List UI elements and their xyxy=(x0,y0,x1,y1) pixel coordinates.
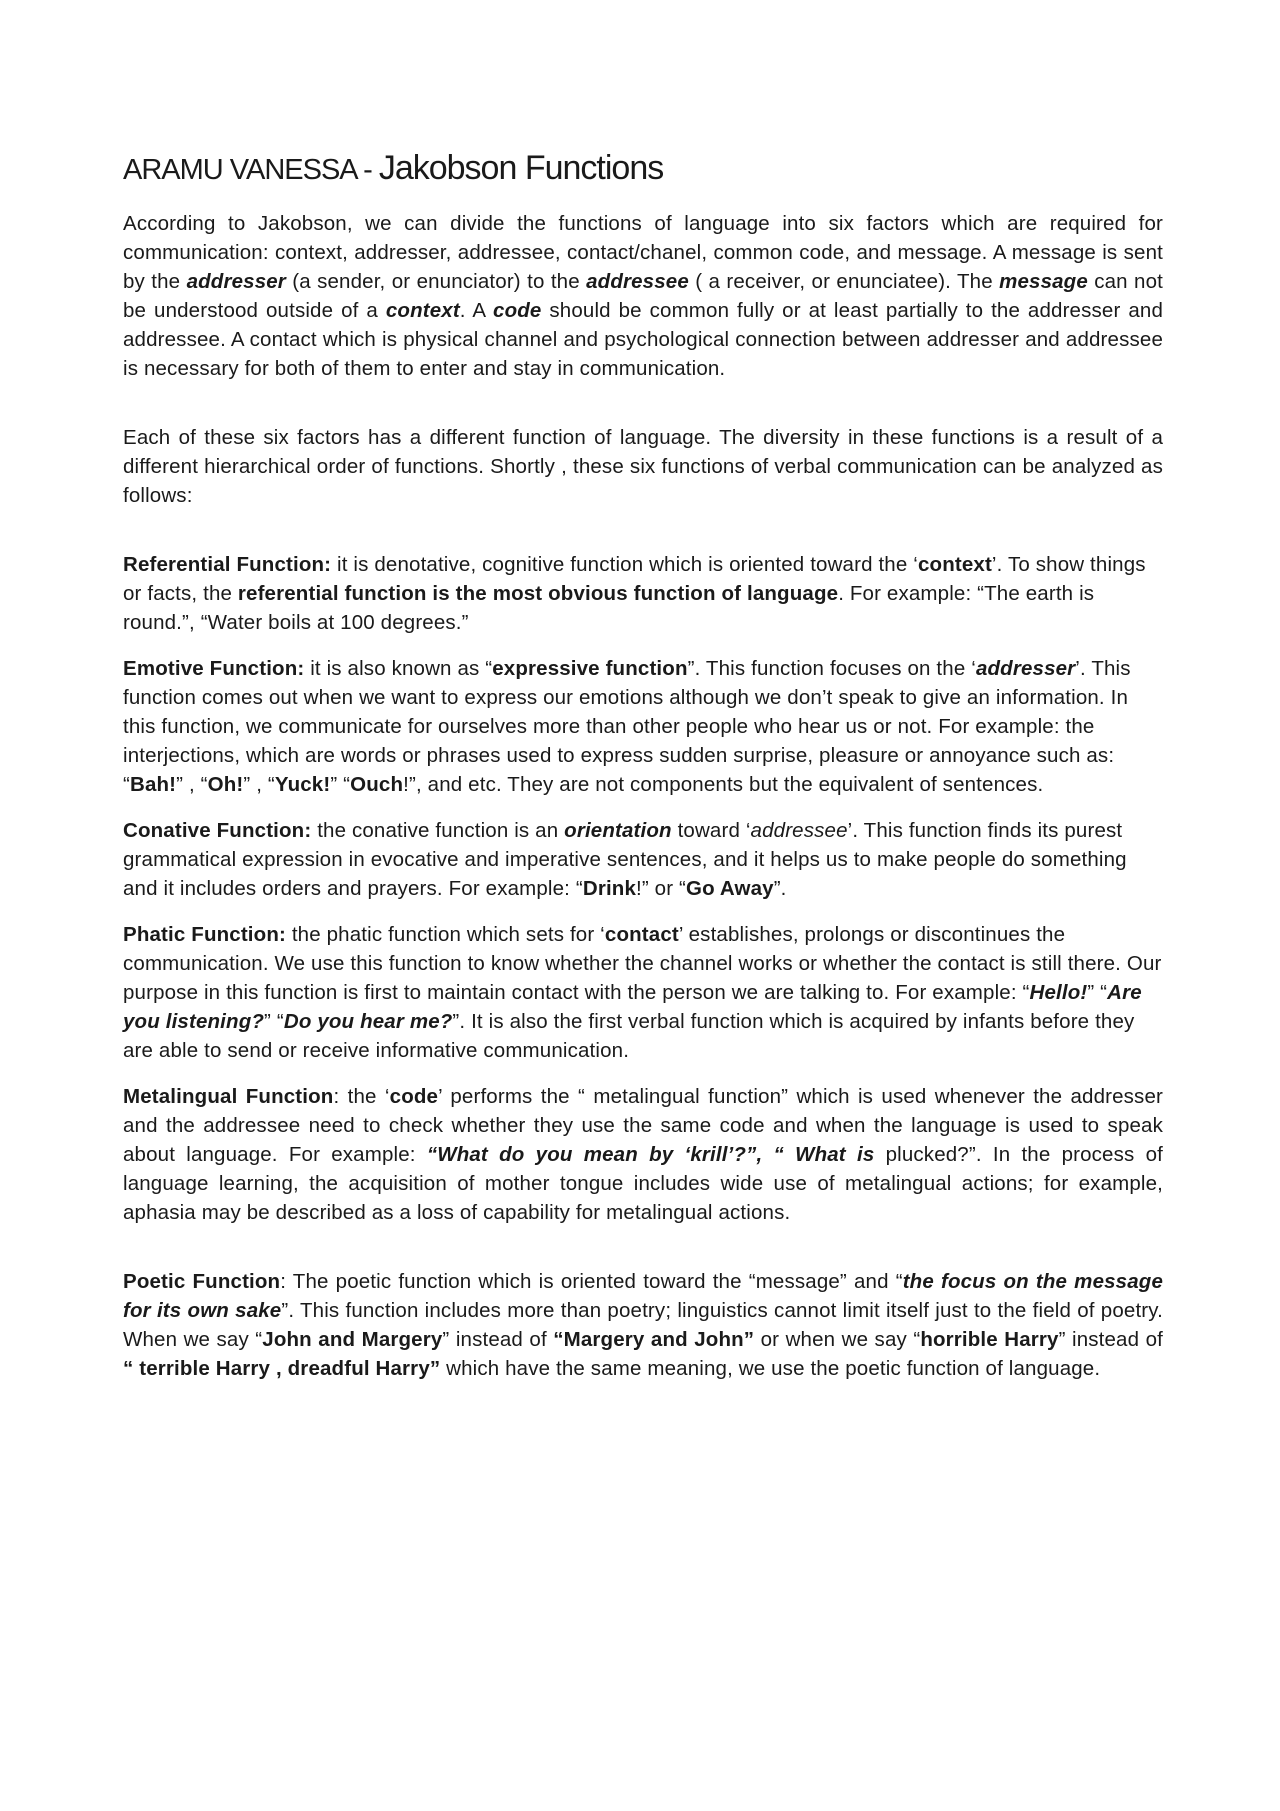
title-separator: - xyxy=(356,154,379,186)
text-run: Bah! xyxy=(129,773,177,797)
text-run: ’. This function finds its purest grammatical expression in evocative and imperative sentences, and it helps us to make people do something and it includes orders and prayers. For example: “ xyxy=(123,819,1127,901)
text-run: ”. It is also the first verbal function which is acquired by infants before they are able to send or receive informative communication. xyxy=(123,1010,1135,1063)
text-run: Metalingual Function xyxy=(123,1085,334,1109)
text-run: ” “ xyxy=(1087,981,1108,1005)
text-run: it is denotative, cognitive function which is oriented toward the ‘ xyxy=(331,553,918,577)
text-run: referential function is the most obvious function of language xyxy=(237,582,839,606)
text-run: addresser xyxy=(975,657,1076,681)
text-run: context xyxy=(917,553,992,577)
text-run: Oh! xyxy=(207,773,244,797)
text-run: horrible Harry xyxy=(920,1328,1059,1352)
text-run: addresser xyxy=(186,270,286,294)
text-run: the focus on the message for its own sake xyxy=(123,1270,1163,1323)
text-run: ’. To show things or facts, the xyxy=(123,553,1146,606)
text-run: ” instead of xyxy=(1058,1328,1163,1352)
text-run: Referential Function: xyxy=(123,553,332,577)
text-run: Go Away xyxy=(686,877,774,901)
text-run: “ terrible Harry , dreadful Harry” xyxy=(123,1357,441,1381)
text-run: Do you hear me? xyxy=(283,1010,453,1034)
text-run: Are you listening? xyxy=(123,981,1142,1034)
text-run: ” “ xyxy=(264,1010,284,1034)
text-run: ”. xyxy=(773,877,787,901)
paragraph-emotive-function xyxy=(123,654,1163,799)
paragraph-factors xyxy=(123,423,1163,510)
text-run: ”. This function includes more than poetry; linguistics cannot limit itself just to the field of poetry. When we say “ xyxy=(123,1299,1163,1352)
text-run: the conative function is an xyxy=(311,819,565,843)
text-run: “What do you mean by ‘krill’?”, “ What is xyxy=(426,1143,875,1167)
text-run: code xyxy=(389,1085,439,1109)
text-run: !”, and etc. They are not components but the equivalent of sentences. xyxy=(403,773,1044,797)
text-run: contact xyxy=(604,923,679,947)
paragraph-poetic-function xyxy=(123,1267,1163,1383)
text-run: . For example: “The earth is round.”, “Water boils at 100 degrees.” xyxy=(123,582,1095,635)
text-run: Phatic Function: xyxy=(123,923,286,947)
text-run: which have the same meaning, we use the poetic function of language. xyxy=(440,1357,1101,1381)
text-run: ” instead of xyxy=(442,1328,554,1352)
paragraph-phatic-function xyxy=(123,920,1163,1065)
text-run: According to Jakobson, we can divide the functions of language into six factors which are required for communication: context, addresser, addressee, contact/chanel, common code, and message. A message is sent by the xyxy=(123,212,1163,294)
text-run: ” “ xyxy=(330,773,351,797)
title-author: ARAMU VANESSA xyxy=(123,154,357,186)
text-run: !” or “ xyxy=(636,877,687,901)
text-run: ” , “ xyxy=(243,773,275,797)
text-run: addressee xyxy=(750,819,848,843)
text-run: : the ‘ xyxy=(333,1085,390,1109)
text-run: Drink xyxy=(582,877,637,901)
text-run: ”. This function focuses on the ‘ xyxy=(687,657,976,681)
text-run: ’. This function comes out when we want to express our emotions although we don’t speak to give an information. In this function, we communicate for ourselves more than other people who hear us or not. For example: the interjections, which are words or phrases used to express sudden surprise, pleasure or annoyance such as: “ xyxy=(123,657,1131,797)
text-run: expressive function xyxy=(492,657,688,681)
text-run: the phatic function which sets for ‘ xyxy=(285,923,605,947)
document-title xyxy=(123,150,1163,187)
text-run: Conative Function: xyxy=(123,819,312,843)
text-run: ” , “ xyxy=(176,773,208,797)
text-run: or when we say “ xyxy=(754,1328,921,1352)
text-run: ( a receiver, or enunciatee). The xyxy=(688,270,1000,294)
text-run: Yuck! xyxy=(274,773,331,797)
text-run: Each of these six factors has a different function of language. The diversity in these functions is a result of a different hierarchical order of functions. Shortly , these six functions of verbal communication can be analyzed as follows: xyxy=(123,426,1163,508)
text-run: John and Margery xyxy=(262,1328,443,1352)
paragraph-metalingual-function xyxy=(123,1082,1163,1227)
text-run: (a sender, or enunciator) to the xyxy=(285,270,587,294)
text-run: toward ‘ xyxy=(671,819,751,843)
document-page xyxy=(123,150,1163,1383)
text-run: code xyxy=(493,299,542,323)
text-run: “Margery and John” xyxy=(553,1328,755,1352)
text-run: : The poetic function which is oriented toward the “message” and “ xyxy=(280,1270,903,1294)
text-run: it is also known as “ xyxy=(304,657,493,681)
text-run: Ouch xyxy=(350,773,404,797)
text-run: message xyxy=(999,270,1088,294)
text-run: addressee xyxy=(586,270,689,294)
text-run: ’ establishes, prolongs or discontinues the communication. We use this function to know whether the channel works or whether the contact is still there. Our purpose in this function is first to maintain contact with the person we are talking to. For example: “ xyxy=(123,923,1162,1005)
text-run: Poetic Function xyxy=(123,1270,281,1294)
text-run: orientation xyxy=(564,819,672,843)
text-run: ’ performs the “ metalingual function” which is used whenever the addresser and the addressee need to check whether they use the same code and when the language is used to speak about language. For example: xyxy=(123,1085,1163,1167)
text-run: Emotive Function: xyxy=(123,657,305,681)
title-topic: Jakobson Functions xyxy=(378,149,664,187)
paragraph-conative-function xyxy=(123,816,1163,903)
paragraph-referential-function xyxy=(123,550,1163,637)
paragraph-intro xyxy=(123,209,1163,383)
text-run: context xyxy=(385,299,460,323)
text-run: plucked?”. In the process of language learning, the acquisition of mother tongue includes wide use of metalingual actions; for example, aphasia may be described as a loss of capability for metalingual actions. xyxy=(123,1143,1163,1225)
text-run: Hello! xyxy=(1029,981,1088,1005)
text-run: can not be understood outside of a xyxy=(123,270,1164,323)
text-run: should be common fully or at least partially to the addresser and addressee. A contact which is physical channel and psychological connection between addresser and addressee is necessary for both of them to enter and stay in communication. xyxy=(123,299,1163,381)
text-run: . A xyxy=(459,299,494,323)
